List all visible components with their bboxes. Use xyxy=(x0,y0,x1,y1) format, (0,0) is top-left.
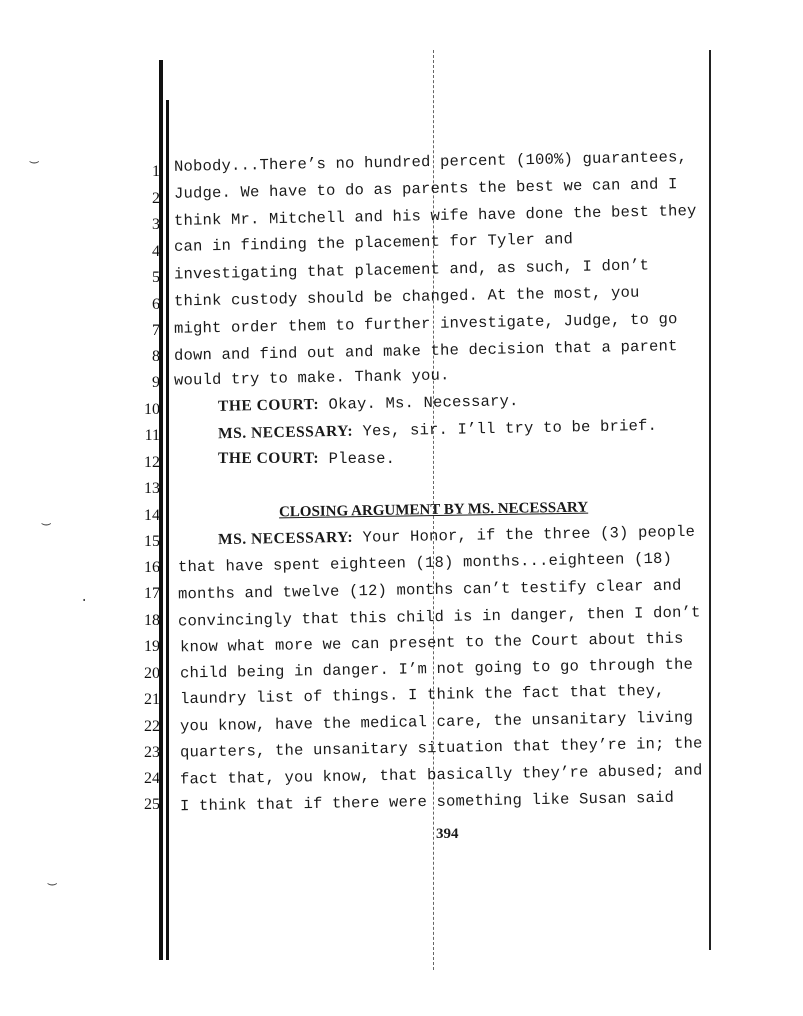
transcript-line xyxy=(218,416,657,444)
transcript-line: know what more we can present to the Court about this xyxy=(179,629,684,657)
transcript-line xyxy=(218,449,395,469)
line-number: 19 xyxy=(144,638,160,655)
transcript-line: fact that, you know, that basically they’re abused; and xyxy=(179,761,703,789)
line-number: 24 xyxy=(144,770,160,787)
speaker-label: THE COURT: xyxy=(217,395,320,415)
transcript-line: Judge. We have to do as parents the best we can and I xyxy=(173,175,678,203)
transcript-line: laundry list of things. I think the fact that they, xyxy=(179,681,665,709)
line-number: 7 xyxy=(152,322,160,339)
line-number: 8 xyxy=(152,348,160,365)
line-number: 21 xyxy=(144,691,160,708)
transcript-line: might order them to further investigate, Judge, to go xyxy=(173,310,678,338)
line-number: 15 xyxy=(144,533,160,550)
line-number: 1 xyxy=(152,163,160,180)
line-number: 16 xyxy=(144,559,160,576)
line-number: 10 xyxy=(144,401,160,418)
transcript-line: convincingly that this child is in danger, then I don’t xyxy=(177,603,701,631)
line-number: 22 xyxy=(144,718,160,735)
line-number: 3 xyxy=(152,216,160,233)
line-number: 4 xyxy=(152,243,160,260)
transcript-line: you know, have the medical care, the unsanitary living xyxy=(179,708,694,736)
speech-text: Okay. Ms. Necessary. xyxy=(318,392,519,414)
transcript-line xyxy=(218,391,519,417)
transcript-line: down and find out and make the decision that a parent xyxy=(173,337,678,365)
transcript-line: quarters, the unsanitary situation that they’re in; the xyxy=(179,734,703,762)
speaker-label: THE COURT: xyxy=(218,450,320,467)
line-number: 17 xyxy=(144,585,160,602)
scan-mark: ‿ xyxy=(48,871,57,887)
transcript-line: child being in danger. I’m not going to go through the xyxy=(179,655,694,683)
section-heading: CLOSING ARGUMENT BY MS. NECESSARY xyxy=(278,499,589,521)
speaker-label: MS. NECESSARY: xyxy=(217,528,354,549)
transcript-line: months and twelve (12) months can’t testify clear and xyxy=(177,576,682,604)
speech-text: Your Honor, if the three (3) people xyxy=(352,522,696,547)
transcript-line: Nobody...There’s no hundred percent (100%) guarantees, xyxy=(173,148,688,176)
scan-mark: · xyxy=(80,593,89,609)
line-number: 18 xyxy=(144,612,160,629)
speech-text: Please. xyxy=(319,450,396,468)
speech-text: Yes, sir. I’ll try to be brief. xyxy=(352,416,658,441)
transcript-line xyxy=(218,522,695,550)
page-number: 394 xyxy=(436,826,459,842)
scan-mark: ‿ xyxy=(30,149,39,165)
line-number: 23 xyxy=(144,744,160,761)
transcript-line: think custody should be changed. At the most, you xyxy=(173,283,640,311)
transcript-line: investigating that placement and, as such, I don’t xyxy=(173,256,650,284)
line-number: 6 xyxy=(152,296,160,313)
line-number: 2 xyxy=(152,190,160,207)
line-number: 20 xyxy=(144,665,160,682)
line-number: 13 xyxy=(144,480,160,497)
transcript-line: think Mr. Mitchell and his wife have done the best they xyxy=(173,201,697,231)
line-number: 12 xyxy=(144,454,160,471)
right-margin-rule xyxy=(709,50,711,950)
speaker-label: MS. NECESSARY: xyxy=(217,422,354,443)
line-number: 9 xyxy=(152,374,160,391)
left-margin-rule-inner xyxy=(166,100,169,960)
line-number: 11 xyxy=(144,427,160,444)
line-number: 25 xyxy=(144,796,160,813)
scan-mark: ‿ xyxy=(42,511,51,527)
transcript-line: that have spent eighteen (18) months...eighteen (18) xyxy=(177,549,673,577)
line-number: 14 xyxy=(144,507,160,524)
transcript-line: can in finding the placement for Tyler and xyxy=(173,230,574,256)
line-number: 5 xyxy=(152,269,160,286)
transcript-line: I think that if there were something like Susan said xyxy=(179,788,675,816)
transcript-line: would try to make. Thank you. xyxy=(173,366,450,390)
